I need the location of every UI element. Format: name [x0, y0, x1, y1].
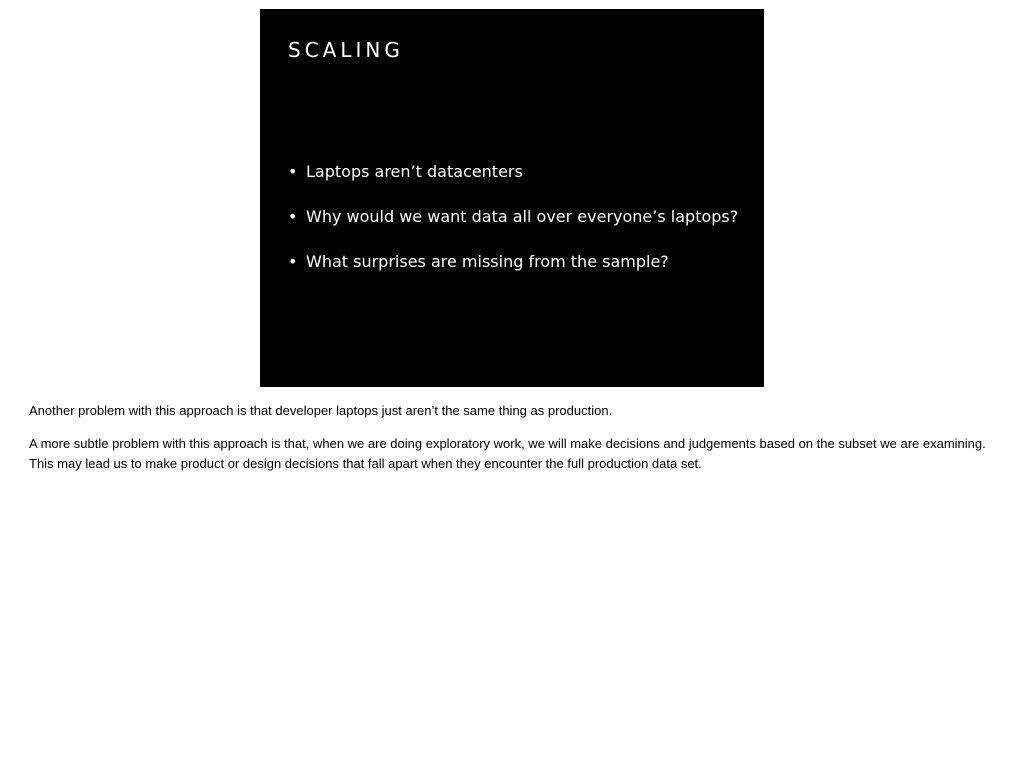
notes-line: Another problem with this approach is that developer laptops just aren’t the same thing as production. — [29, 403, 613, 418]
notes-line: This may lead us to make product or design decisions that fall apart when they encounter the full production data set. — [29, 456, 702, 471]
bullet-item: • What surprises are missing from the sample? — [288, 251, 738, 273]
bullet-list — [288, 161, 738, 296]
notes-paragraph — [29, 434, 999, 474]
speaker-notes — [29, 401, 999, 474]
notes-paragraph — [29, 401, 999, 421]
slide — [260, 9, 764, 387]
bullet-item: • Why would we want data all over everyone’s laptops? — [288, 206, 738, 228]
slide-title: SCALING — [288, 38, 404, 62]
notes-line: A more subtle problem with this approach is that, when we are doing exploratory work, we will make decisions and judgements based on the subset we are examining. — [29, 436, 986, 451]
bullet-item: • Laptops aren’t datacenters — [288, 161, 738, 183]
